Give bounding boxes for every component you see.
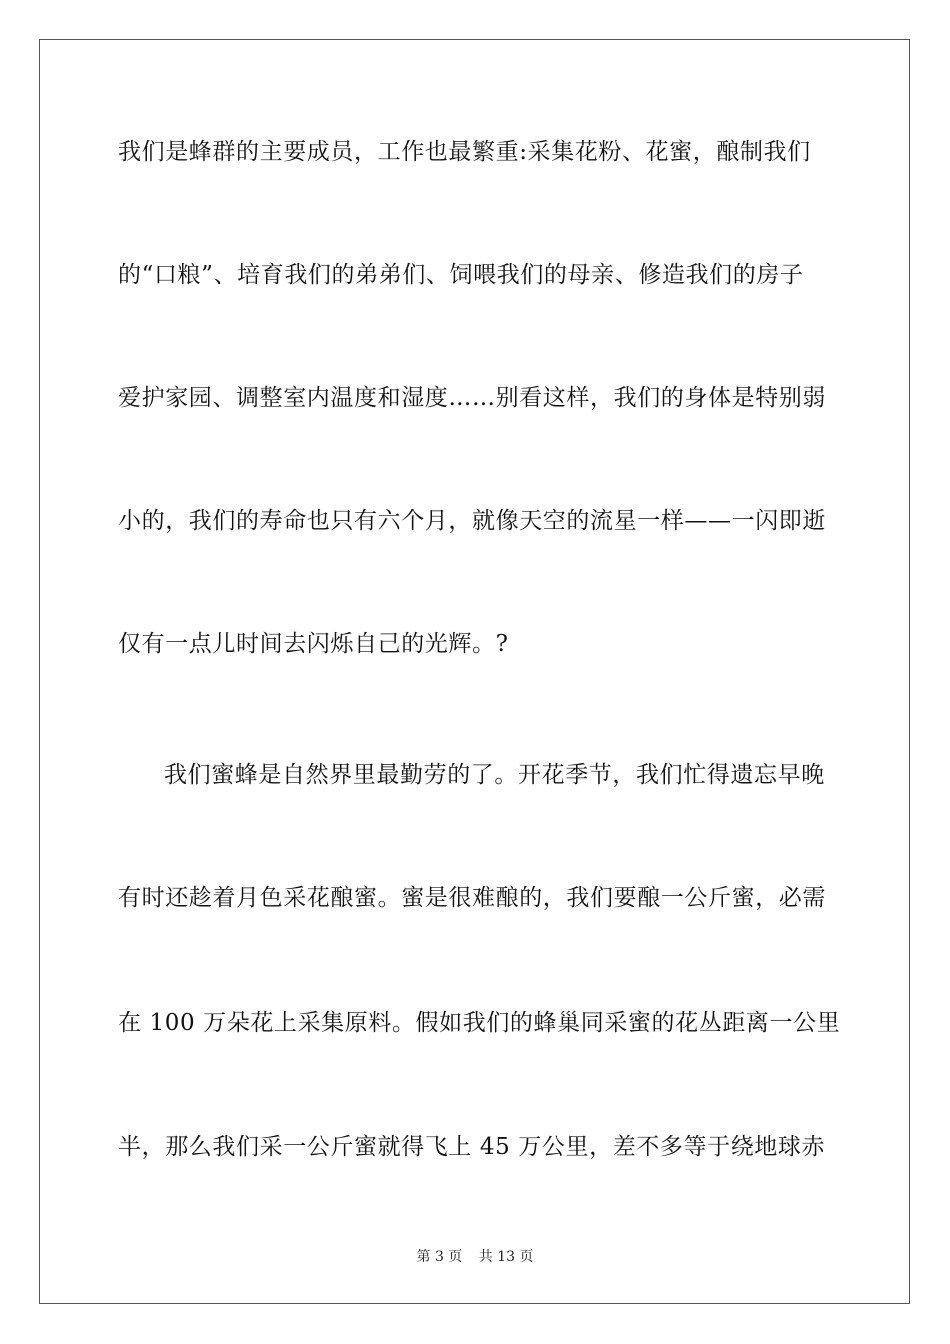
page-footer [0, 1248, 950, 1266]
page-frame [39, 39, 910, 1304]
paragraph-line: 我们是蜂群的主要成员，工作也最繁重:采集花粉、花蜜，酿制我们 [118, 139, 811, 165]
page-total: 共 13 页 [478, 1249, 534, 1265]
paragraph-line: 仅有一点儿时间去闪烁自己的光辉。? [118, 631, 509, 657]
paragraph-line: 小的，我们的寿命也只有六个月，就像天空的流星一样——一闪即逝 [118, 508, 826, 534]
paragraph-line: 有时还趁着月色采花酿蜜。蜜是很难酿的，我们要酿一公斤蜜，必需 [118, 885, 826, 911]
paragraph-line: 在 100 万朵花上采集原料。假如我们的蜂巢同采蜜的花丛距离一公里 [118, 1010, 841, 1036]
paragraph-line: 我们蜜蜂是自然界里最勤劳的了。开花季节，我们忙得遗忘早晚 [164, 762, 825, 788]
paragraph-line: 爱护家园、调整室内温度和湿度……别看这样，我们的身体是特别弱 [118, 385, 826, 411]
paragraph-line: 的“口粮”、培育我们的弟弟们、饲喂我们的母亲、修造我们的房子 [118, 262, 804, 288]
paragraph-line: 半，那么我们采一公斤蜜就得飞上 45 万公里，差不多等于绕地球赤 [118, 1134, 826, 1160]
page-number: 第 3 页 [416, 1249, 463, 1265]
